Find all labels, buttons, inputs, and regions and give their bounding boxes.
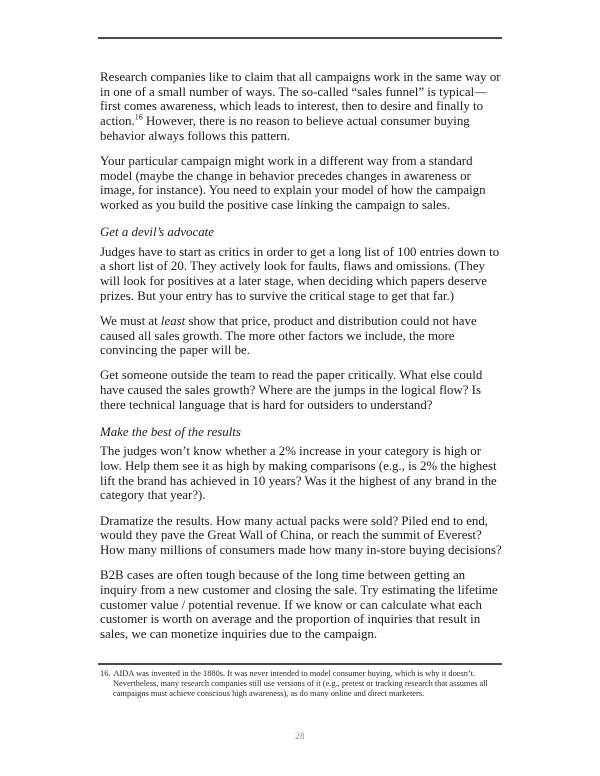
footnote-marker: 16. [100, 669, 111, 678]
footnote [100, 669, 508, 699]
paragraph-research-companies [100, 70, 502, 144]
paragraph-text: Research companies like to claim that all campaigns work in the same way or in one of a small number of ways. The so-called “sales funnel” is typical—first comes awareness, which leads to interest, then to desire and finally to action. [100, 70, 501, 129]
footnote-body [100, 669, 508, 699]
paragraph-we-must-at-least [100, 314, 502, 358]
footnote-rule-divider [98, 663, 502, 665]
top-rule-divider [98, 37, 502, 39]
paragraph-judges-critics: Judges have to start as critics in order to get a long list of 100 entries down to a short list of 20. They actively look for faults, flaws and omissions. (They will look for positives at a later stage, when deciding which papers deserve prizes. But your entry has to survive the critical stage to get that far.) [100, 244, 500, 303]
page-number: 28 [295, 731, 305, 741]
paragraph-particular-campaign: Your particular campaign might work in a different way from a standard model (maybe the change in behavior precedes changes in awareness or image, for instance). You need to explain your model of how the campaign worked as you build the positive case linking the campaign to sales. [100, 154, 486, 213]
paragraph-dramatize-results: Dramatize the results. How many actual packs were sold? Piled end to end, would they pave the Great Wall of China, or reach the summit of Everest? How many millions of consumers made how many in-store buying decisions? [100, 513, 502, 557]
footnote-text: AIDA was invented in the 1880s. It was never intended to model consumer buying, which is why it doesn’t. Nevertheless, many research companies still use versions of it (e.g., pretest or tracking research that assumes all campaigns must achieve conscious high awareness), as do many online and direct marketers. [113, 669, 488, 698]
paragraph-judges-wont-know: The judges won’t know whether a 2% increase in your category is high or low. Help them see it as high by making comparisons (e.g., is 2% the highest lift the brand has achieved in 10 years? Was it the highest of any brand in the category that year?). [100, 444, 497, 503]
paragraph-text: We must at [100, 313, 161, 328]
paragraph-outside-reader: Get someone outside the team to read the paper critically. What else could have caused the sales growth? Where are the jumps in the logical flow? Is there technical language that is hard for outsiders to understand? [100, 368, 483, 412]
section-heading-make-best-of-results: Make the best of the results [100, 424, 241, 439]
footnote-reference-16: 16 [134, 112, 143, 122]
paragraph-b2b-cases: B2B cases are often tough because of the long time between getting an inquiry from a new customer and closing the sale. Try estimating the lifetime customer value / potential revenue. If we know or can calculate what each customer is worth on average and the proportion of inquiries that result in sales, we can monetize inquiries due to the campaign. [100, 568, 498, 641]
emphasized-word: least [160, 313, 186, 328]
paragraph-text: However, there is no reason to believe actual consumer buying behavior always follows this pattern. [100, 114, 470, 143]
body-text-column [100, 70, 502, 652]
paragraph-text: show that price, product and distribution could not have caused all sales growth. The more other factors we include, the more convincing the paper will be. [100, 313, 477, 358]
section-heading-devils-advocate: Get a devil’s advocate [100, 224, 214, 239]
